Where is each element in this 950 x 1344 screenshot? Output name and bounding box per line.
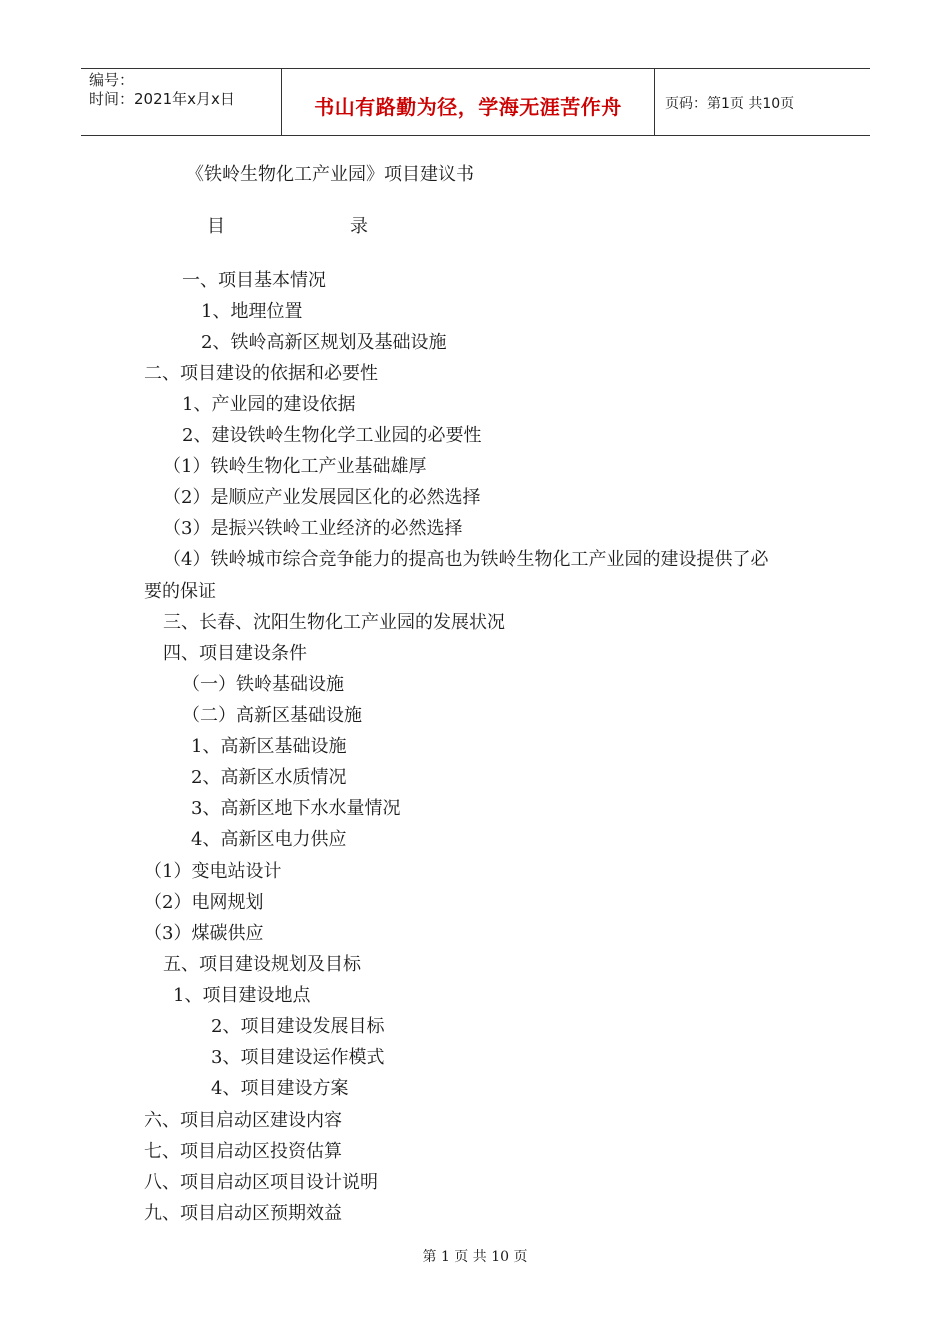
toc-heading-char-2: 录 (350, 216, 368, 237)
toc-item: 2、铁岭高新区规划及基础设施 (201, 332, 447, 353)
toc-item: 六、项目启动区建设内容 (144, 1110, 342, 1131)
toc-item: 一、项目基本情况 (182, 270, 326, 291)
toc-item: 二、项目建设的依据和必要性 (144, 363, 378, 384)
header-motto-cell (282, 69, 655, 135)
toc-item: 七、项目启动区投资估算 (144, 1141, 342, 1162)
toc-item: （4）铁岭城市综合竞争能力的提高也为铁岭生物化工产业园的建设提供了必 (163, 549, 769, 570)
toc-item: （一）铁岭基础设施 (182, 674, 344, 695)
toc-item: 九、项目启动区预期效益 (144, 1203, 342, 1224)
toc-heading-char-1: 目 (207, 216, 225, 237)
toc-item: 1、高新区基础设施 (191, 736, 347, 757)
toc-item: （2）是顺应产业发展园区化的必然选择 (163, 487, 481, 508)
toc-item: 3、高新区地下水水量情况 (191, 798, 401, 819)
document-title: 《铁岭生物化工产业园》项目建议书 (186, 164, 474, 185)
toc-item: （二）高新区基础设施 (182, 705, 362, 726)
toc-item: 2、项目建设发展目标 (211, 1016, 385, 1037)
toc-item: 4、项目建设方案 (211, 1078, 349, 1099)
toc-item: 要的保证 (144, 581, 216, 602)
toc-item: 1、项目建设地点 (173, 985, 311, 1006)
toc-item: （1）变电站设计 (144, 861, 282, 882)
toc-item: 四、项目建设条件 (163, 643, 307, 664)
toc-item: 五、项目建设规划及目标 (163, 954, 361, 975)
toc-item: （3）煤碳供应 (144, 923, 264, 944)
toc-item: 八、项目启动区项目设计说明 (144, 1172, 378, 1193)
toc-item: （2）电网规划 (144, 892, 264, 913)
header-page-info: 页码：第1页 共10页 (665, 96, 795, 112)
toc-item: 2、高新区水质情况 (191, 767, 347, 788)
toc-item: 4、高新区电力供应 (191, 829, 347, 850)
document-date-label: 时间：2021年x月x日 (89, 90, 235, 108)
toc-item: 三、长春、沈阳生物化工产业园的发展状况 (163, 612, 505, 633)
document-number-label: 编号： (89, 71, 135, 89)
toc-item: 1、地理位置 (201, 301, 303, 322)
header-meta-cell (81, 69, 282, 135)
header-page-cell (655, 69, 870, 135)
toc-item: 3、项目建设运作模式 (211, 1047, 385, 1068)
toc-item: （3）是振兴铁岭工业经济的必然选择 (163, 518, 463, 539)
toc-item: 2、建设铁岭生物化学工业园的必要性 (182, 425, 482, 446)
document-header (81, 68, 870, 136)
toc-item: （1）铁岭生物化工产业基础雄厚 (163, 456, 427, 477)
header-motto: 书山有路勤为径，学海无涯苦作舟 (314, 94, 622, 119)
page-footer: 第 1 页 共 10 页 (422, 1249, 528, 1265)
toc-item: 1、产业园的建设依据 (182, 394, 356, 415)
